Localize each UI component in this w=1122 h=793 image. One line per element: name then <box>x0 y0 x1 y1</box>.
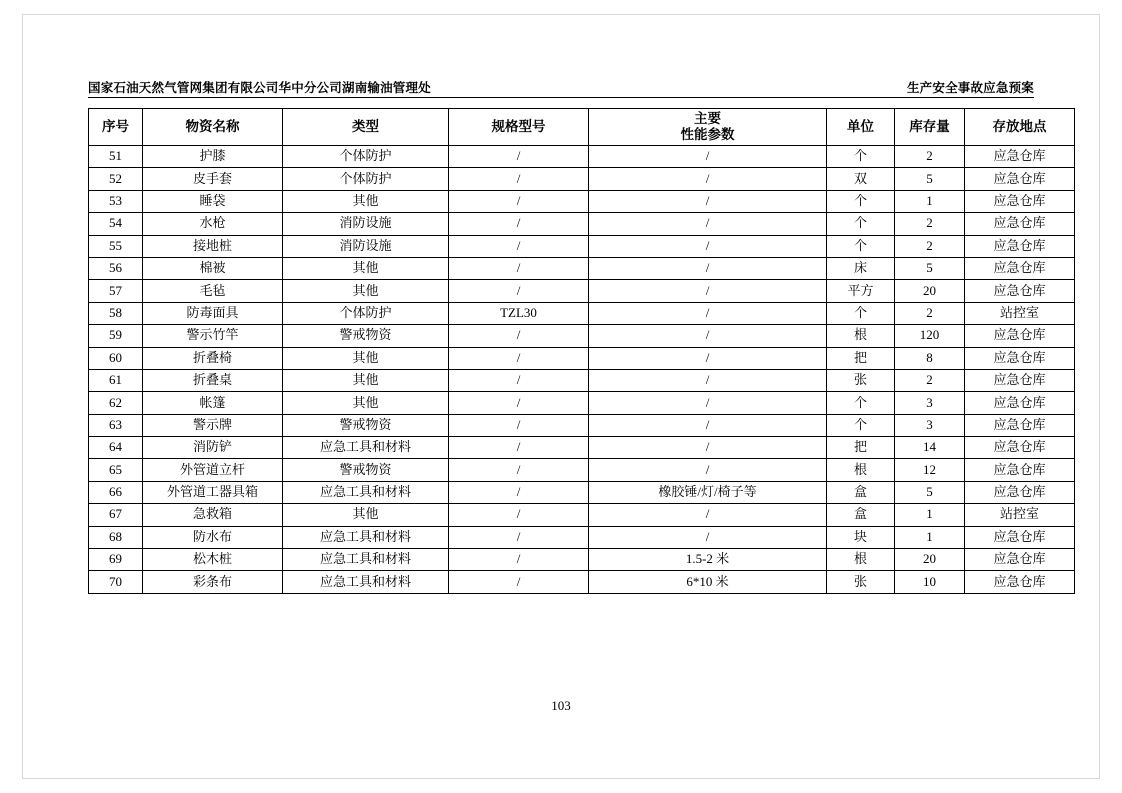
cell-no: 69 <box>89 549 143 571</box>
cell-param: / <box>589 213 827 235</box>
cell-param: / <box>589 526 827 548</box>
column-header-param-line1: 主要 <box>694 111 721 127</box>
cell-model: / <box>449 549 589 571</box>
table-row <box>89 146 1075 168</box>
cell-unit: 个 <box>827 213 895 235</box>
cell-stock: 1 <box>895 526 965 548</box>
cell-name: 睡袋 <box>143 190 283 212</box>
cell-param: / <box>589 146 827 168</box>
table-row <box>89 347 1075 369</box>
cell-unit: 个 <box>827 414 895 436</box>
cell-param: / <box>589 414 827 436</box>
column-header-param <box>589 109 827 146</box>
cell-no: 54 <box>89 213 143 235</box>
cell-model: / <box>449 459 589 481</box>
cell-stock: 14 <box>895 437 965 459</box>
cell-model: / <box>449 481 589 503</box>
cell-param: / <box>589 257 827 279</box>
cell-no: 70 <box>89 571 143 593</box>
cell-stock: 2 <box>895 146 965 168</box>
cell-type: 其他 <box>283 392 449 414</box>
cell-unit: 个 <box>827 190 895 212</box>
cell-place: 应急仓库 <box>965 235 1075 257</box>
header-divider <box>88 97 1034 98</box>
cell-no: 63 <box>89 414 143 436</box>
cell-model: / <box>449 392 589 414</box>
cell-type: 消防设施 <box>283 235 449 257</box>
cell-param: / <box>589 437 827 459</box>
cell-param: / <box>589 302 827 324</box>
column-header-no: 序号 <box>89 109 143 146</box>
cell-stock: 12 <box>895 459 965 481</box>
column-header-param-line2: 性能参数 <box>680 127 735 142</box>
cell-stock: 2 <box>895 302 965 324</box>
cell-unit: 根 <box>827 549 895 571</box>
cell-name: 棉被 <box>143 257 283 279</box>
cell-stock: 3 <box>895 414 965 436</box>
cell-name: 急救箱 <box>143 504 283 526</box>
cell-name: 防毒面具 <box>143 302 283 324</box>
cell-unit: 个 <box>827 146 895 168</box>
cell-model: / <box>449 414 589 436</box>
table-row <box>89 257 1075 279</box>
cell-model: / <box>449 526 589 548</box>
cell-no: 65 <box>89 459 143 481</box>
cell-param: / <box>589 168 827 190</box>
table-row <box>89 392 1075 414</box>
table-row <box>89 526 1075 548</box>
cell-model: / <box>449 190 589 212</box>
cell-name: 接地桩 <box>143 235 283 257</box>
cell-param: / <box>589 504 827 526</box>
cell-no: 58 <box>89 302 143 324</box>
cell-stock: 2 <box>895 369 965 391</box>
table-row <box>89 504 1075 526</box>
cell-model: / <box>449 146 589 168</box>
cell-no: 61 <box>89 369 143 391</box>
column-header-model: 规格型号 <box>449 109 589 146</box>
cell-stock: 1 <box>895 190 965 212</box>
cell-model: / <box>449 168 589 190</box>
cell-place: 应急仓库 <box>965 437 1075 459</box>
cell-stock: 5 <box>895 481 965 503</box>
cell-place: 应急仓库 <box>965 213 1075 235</box>
cell-name: 外管道工器具箱 <box>143 481 283 503</box>
cell-name: 帐篷 <box>143 392 283 414</box>
table-row <box>89 369 1075 391</box>
cell-name: 皮手套 <box>143 168 283 190</box>
cell-unit: 盒 <box>827 504 895 526</box>
cell-type: 个体防护 <box>283 168 449 190</box>
cell-name: 水枪 <box>143 213 283 235</box>
cell-place: 应急仓库 <box>965 347 1075 369</box>
cell-type: 警戒物资 <box>283 325 449 347</box>
cell-stock: 20 <box>895 280 965 302</box>
emergency-materials-table <box>88 108 1075 594</box>
cell-no: 57 <box>89 280 143 302</box>
column-header-place: 存放地点 <box>965 109 1075 146</box>
table-row <box>89 190 1075 212</box>
table-row <box>89 168 1075 190</box>
cell-unit: 张 <box>827 369 895 391</box>
cell-place: 应急仓库 <box>965 146 1075 168</box>
cell-place: 应急仓库 <box>965 459 1075 481</box>
cell-type: 个体防护 <box>283 302 449 324</box>
cell-name: 消防铲 <box>143 437 283 459</box>
cell-stock: 2 <box>895 213 965 235</box>
table-body <box>89 146 1075 594</box>
cell-type: 应急工具和材料 <box>283 481 449 503</box>
cell-place: 应急仓库 <box>965 526 1075 548</box>
table-row <box>89 325 1075 347</box>
cell-model: / <box>449 347 589 369</box>
cell-place: 应急仓库 <box>965 414 1075 436</box>
column-header-name: 物资名称 <box>143 109 283 146</box>
cell-type: 其他 <box>283 504 449 526</box>
column-header-type: 类型 <box>283 109 449 146</box>
cell-unit: 床 <box>827 257 895 279</box>
cell-stock: 120 <box>895 325 965 347</box>
cell-type: 应急工具和材料 <box>283 526 449 548</box>
cell-no: 55 <box>89 235 143 257</box>
cell-name: 毛毡 <box>143 280 283 302</box>
cell-stock: 1 <box>895 504 965 526</box>
cell-place: 应急仓库 <box>965 190 1075 212</box>
cell-name: 防水布 <box>143 526 283 548</box>
cell-param: 橡胶锤/灯/椅子等 <box>589 481 827 503</box>
cell-type: 其他 <box>283 369 449 391</box>
cell-param: / <box>589 347 827 369</box>
cell-model: / <box>449 257 589 279</box>
cell-stock: 20 <box>895 549 965 571</box>
cell-name: 外管道立杆 <box>143 459 283 481</box>
cell-model: / <box>449 504 589 526</box>
cell-param: / <box>589 369 827 391</box>
cell-type: 警戒物资 <box>283 459 449 481</box>
cell-type: 应急工具和材料 <box>283 571 449 593</box>
table-row <box>89 437 1075 459</box>
cell-stock: 3 <box>895 392 965 414</box>
table-row <box>89 549 1075 571</box>
cell-name: 彩条布 <box>143 571 283 593</box>
cell-name: 护膝 <box>143 146 283 168</box>
header-right-text: 生产安全事故应急预案 <box>906 81 1034 95</box>
cell-no: 64 <box>89 437 143 459</box>
cell-type: 其他 <box>283 257 449 279</box>
cell-model: / <box>449 213 589 235</box>
cell-place: 应急仓库 <box>965 257 1075 279</box>
cell-type: 其他 <box>283 190 449 212</box>
cell-place: 应急仓库 <box>965 280 1075 302</box>
cell-model: / <box>449 325 589 347</box>
cell-no: 59 <box>89 325 143 347</box>
cell-type: 其他 <box>283 280 449 302</box>
column-header-unit: 单位 <box>827 109 895 146</box>
cell-place: 应急仓库 <box>965 369 1075 391</box>
cell-place: 应急仓库 <box>965 168 1075 190</box>
cell-no: 67 <box>89 504 143 526</box>
cell-unit: 把 <box>827 437 895 459</box>
table-row <box>89 235 1075 257</box>
cell-param: 1.5-2 米 <box>589 549 827 571</box>
cell-name: 折叠椅 <box>143 347 283 369</box>
cell-unit: 平方 <box>827 280 895 302</box>
cell-no: 53 <box>89 190 143 212</box>
table-row <box>89 302 1075 324</box>
cell-unit: 根 <box>827 325 895 347</box>
cell-no: 56 <box>89 257 143 279</box>
page-header <box>88 78 1034 96</box>
cell-no: 68 <box>89 526 143 548</box>
table-row <box>89 459 1075 481</box>
cell-type: 消防设施 <box>283 213 449 235</box>
cell-unit: 张 <box>827 571 895 593</box>
cell-no: 66 <box>89 481 143 503</box>
cell-stock: 5 <box>895 168 965 190</box>
cell-place: 应急仓库 <box>965 571 1075 593</box>
column-header-stock: 库存量 <box>895 109 965 146</box>
cell-unit: 个 <box>827 392 895 414</box>
cell-no: 62 <box>89 392 143 414</box>
cell-param: / <box>589 190 827 212</box>
table-row <box>89 481 1075 503</box>
table-row <box>89 213 1075 235</box>
cell-unit: 根 <box>827 459 895 481</box>
cell-name: 折叠桌 <box>143 369 283 391</box>
cell-stock: 10 <box>895 571 965 593</box>
cell-unit: 个 <box>827 302 895 324</box>
cell-unit: 双 <box>827 168 895 190</box>
cell-param: / <box>589 325 827 347</box>
cell-type: 应急工具和材料 <box>283 549 449 571</box>
cell-param: / <box>589 235 827 257</box>
cell-type: 警戒物资 <box>283 414 449 436</box>
cell-name: 警示竹竿 <box>143 325 283 347</box>
cell-place: 站控室 <box>965 504 1075 526</box>
cell-unit: 把 <box>827 347 895 369</box>
cell-model: TZL30 <box>449 302 589 324</box>
table-header-row <box>89 109 1075 146</box>
cell-param: 6*10 米 <box>589 571 827 593</box>
cell-no: 60 <box>89 347 143 369</box>
cell-type: 应急工具和材料 <box>283 437 449 459</box>
cell-stock: 5 <box>895 257 965 279</box>
table-row <box>89 414 1075 436</box>
cell-place: 应急仓库 <box>965 481 1075 503</box>
cell-type: 其他 <box>283 347 449 369</box>
cell-param: / <box>589 280 827 302</box>
cell-name: 警示牌 <box>143 414 283 436</box>
table-row <box>89 280 1075 302</box>
table-row <box>89 571 1075 593</box>
header-left-text: 国家石油天然气管网集团有限公司华中分公司湖南输油管理处 <box>88 81 431 95</box>
cell-place: 应急仓库 <box>965 392 1075 414</box>
cell-place: 站控室 <box>965 302 1075 324</box>
cell-place: 应急仓库 <box>965 549 1075 571</box>
page-number: 103 <box>551 698 571 713</box>
cell-model: / <box>449 571 589 593</box>
cell-unit: 个 <box>827 235 895 257</box>
cell-model: / <box>449 280 589 302</box>
cell-stock: 8 <box>895 347 965 369</box>
cell-stock: 2 <box>895 235 965 257</box>
cell-model: / <box>449 369 589 391</box>
cell-param: / <box>589 459 827 481</box>
cell-no: 52 <box>89 168 143 190</box>
cell-unit: 盒 <box>827 481 895 503</box>
cell-name: 松木桩 <box>143 549 283 571</box>
cell-no: 51 <box>89 146 143 168</box>
cell-unit: 块 <box>827 526 895 548</box>
cell-model: / <box>449 235 589 257</box>
cell-place: 应急仓库 <box>965 325 1075 347</box>
cell-type: 个体防护 <box>283 146 449 168</box>
cell-param: / <box>589 392 827 414</box>
cell-model: / <box>449 437 589 459</box>
